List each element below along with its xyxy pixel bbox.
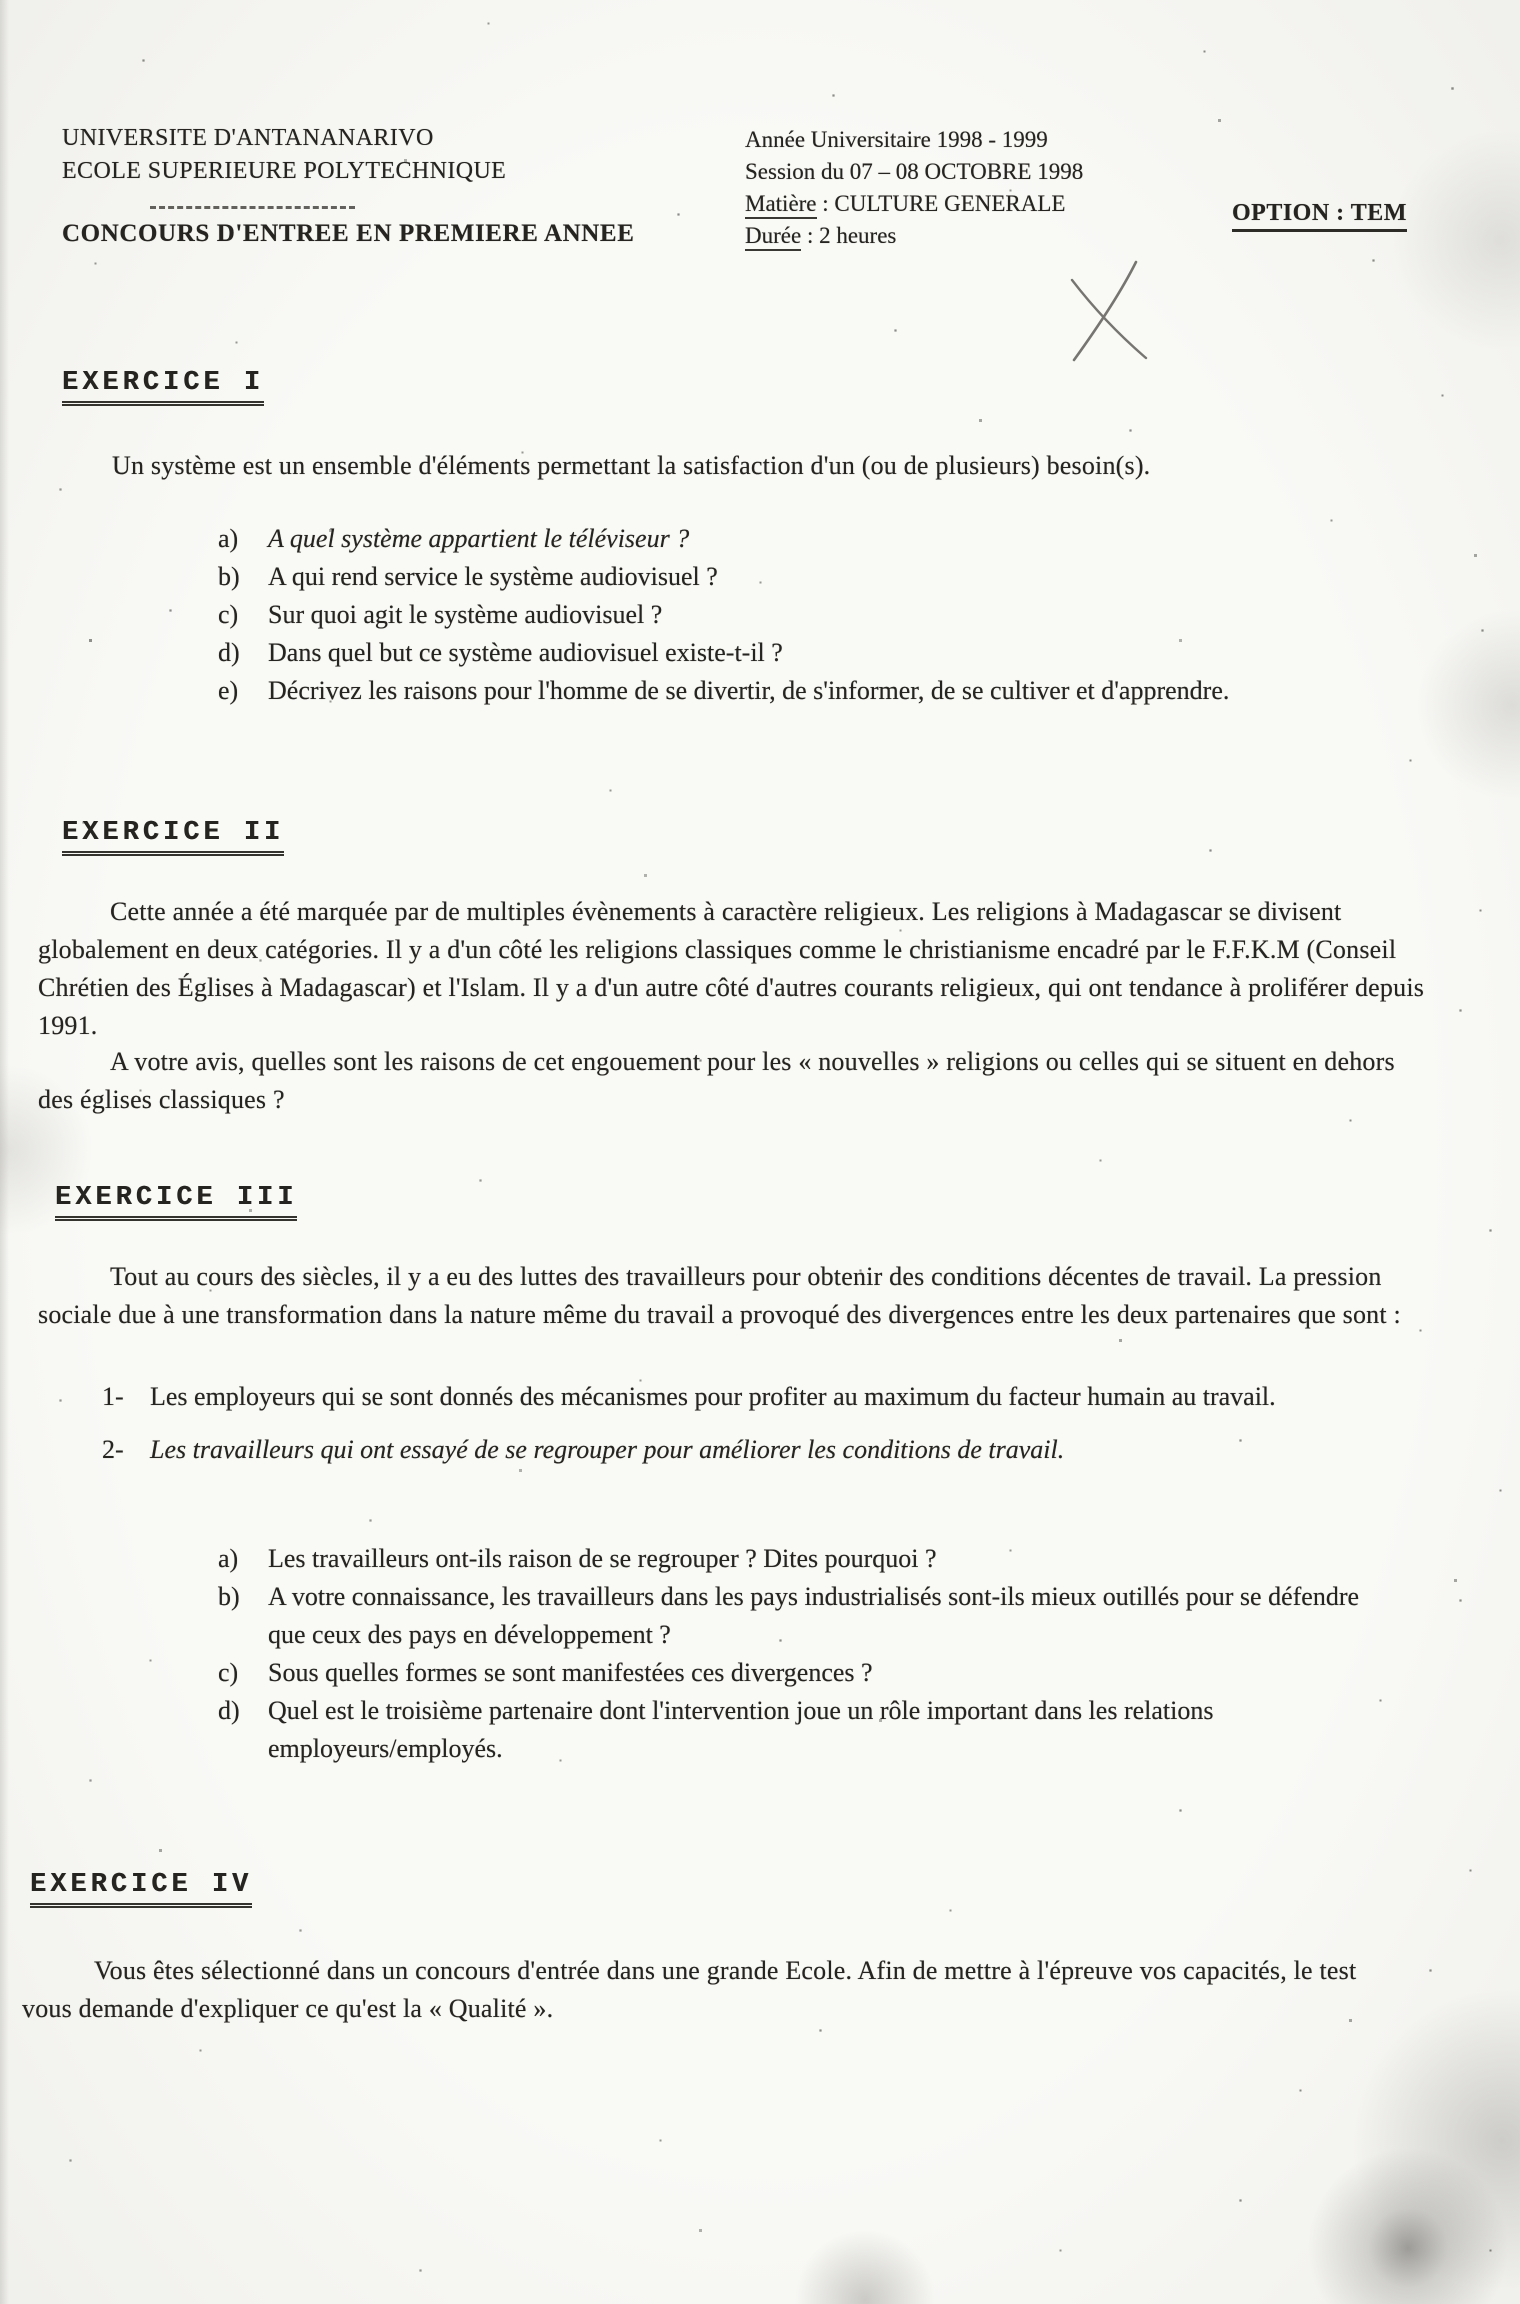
item-label: b) — [218, 562, 240, 591]
session-date: Session du 07 – 08 OCTOBRE 1998 — [745, 159, 1084, 184]
exercise-4-title: EXERCICE IV — [30, 1870, 252, 1908]
list-item — [218, 1692, 1398, 1768]
subject-label: Matière — [745, 191, 817, 219]
item-text: A quel système appartient le téléviseur ? — [268, 524, 690, 553]
academic-year: Année Universitaire 1998 - 1999 — [745, 127, 1048, 152]
item-label: a) — [218, 1544, 239, 1573]
header-session-block — [745, 124, 1083, 252]
item-text: Dans quel but ce système audiovisuel existe-t-il ? — [268, 638, 783, 667]
item-text: Les employeurs qui se sont donnés des mécanismes pour profiter au maximum du facteur humain au travail. — [150, 1382, 1276, 1411]
exercise-3-intro: Tout au cours des siècles, il y a eu des luttes des travailleurs pour obtenir des conditions décentes de travail. La pression sociale due à une transformation dans la nature même du travail a provoqué des divergences entre les deux partenaires que sont : — [38, 1262, 1401, 1329]
scan-noise-specks-large — [0, 0, 1, 1]
exercise-2-paragraph-2: A votre avis, quelles sont les raisons de cet engouement pour les « nouvelles » religions ou celles qui se situent en dehors des églises classiques ? — [38, 1047, 1395, 1114]
item-text: Décrivez les raisons pour l'homme de se divertir, de s'informer, de se cultiver et d'apprendre. — [268, 676, 1230, 705]
list-item — [218, 520, 1328, 558]
exercise-2-section-heading — [62, 818, 284, 856]
exercise-3-title: EXERCICE III — [55, 1183, 297, 1221]
item-text: Les travailleurs ont-ils raison de se regrouper ? Dites pourquoi ? — [268, 1544, 937, 1573]
exercise-3-section-heading — [55, 1183, 297, 1221]
list-item — [218, 634, 1328, 672]
exercise-2-title: EXERCICE II — [62, 818, 284, 856]
duration-line — [745, 220, 1083, 252]
subject-line — [745, 188, 1083, 220]
item-label: c) — [218, 600, 239, 629]
header-institution-block — [62, 122, 506, 188]
handwritten-x-mark — [1058, 258, 1158, 363]
item-text: Sous quelles formes se sont manifestées ces divergences ? — [268, 1658, 873, 1687]
item-label: e) — [218, 676, 239, 705]
item-label: 1- — [102, 1382, 124, 1411]
exercise-3-numbered-list — [102, 1378, 1360, 1469]
entrance-exam-title: CONCOURS D'ENTREE EN PREMIERE ANNEE — [62, 220, 635, 247]
exercise-1-title: EXERCICE I — [62, 368, 264, 406]
list-item — [102, 1378, 1360, 1416]
item-text: Quel est le troisième partenaire dont l'intervention joue un rôle important dans les relations employeurs/employés. — [268, 1696, 1214, 1763]
item-text: Les travailleurs qui ont essayé de se regrouper pour améliorer les conditions de travail. — [150, 1435, 1065, 1464]
duration-value: : 2 heures — [801, 223, 897, 248]
university-name: UNIVERSITE D'ANTANANARIVO — [62, 125, 434, 151]
item-label: 2- — [102, 1435, 124, 1464]
option-badge: OPTION : TEM — [1232, 200, 1407, 232]
exercise-1-section-heading — [62, 368, 264, 406]
header-dashed-separator — [150, 206, 355, 209]
item-text: A votre connaissance, les travailleurs dans les pays industrialisés sont-ils mieux outillés pour se défendre que ceux des pays en développement ? — [268, 1582, 1360, 1649]
item-text: Sur quoi agit le système audiovisuel ? — [268, 600, 663, 629]
list-item — [218, 1654, 1398, 1692]
item-label: d) — [218, 638, 240, 667]
subject-value: : CULTURE GENERALE — [816, 191, 1066, 216]
exercise-1-intro: Un système est un ensemble d'éléments permettant la satisfaction d'un (ou de plusieurs) besoin(s). — [112, 451, 1151, 480]
list-item — [218, 596, 1328, 634]
exercise-4-paragraph: Vous êtes sélectionné dans un concours d'entrée dans une grande Ecole. Afin de mettre à l'épreuve vos capacités, le test vous demande d'expliquer ce qu'est la « Qualité ». — [22, 1956, 1357, 2023]
exercise-2-paragraph-1: Cette année a été marquée par de multiples évènements à caractère religieux. Les religions à Madagascar se divisent globalement en deux catégories. Il y a d'un côté les religions classiques comme le christianisme encadré par le F.F.K.M (Conseil Chrétien des Églises à Madagascar) et l'Islam. Il y a d'un autre côté d'autres courants religieux, qui ont tendance à proliférer depuis 1991. — [38, 897, 1425, 1040]
item-label: c) — [218, 1658, 239, 1687]
school-name: ECOLE SUPERIEURE POLYTECHNIQUE — [62, 158, 507, 184]
item-label: a) — [218, 524, 239, 553]
list-item — [218, 1578, 1398, 1654]
exercise-4-section-heading — [30, 1870, 252, 1908]
list-item — [218, 1540, 1398, 1578]
list-item — [102, 1431, 1360, 1469]
item-label: d) — [218, 1696, 240, 1725]
exercise-3-items — [218, 1540, 1398, 1768]
item-text: A qui rend service le système audiovisuel ? — [268, 562, 718, 591]
item-label: b) — [218, 1582, 240, 1611]
duration-label: Durée — [745, 223, 801, 251]
exercise-1-items — [218, 520, 1328, 710]
list-item — [218, 672, 1328, 710]
list-item — [218, 558, 1328, 596]
scan-edge-shadow — [0, 0, 9, 2304]
